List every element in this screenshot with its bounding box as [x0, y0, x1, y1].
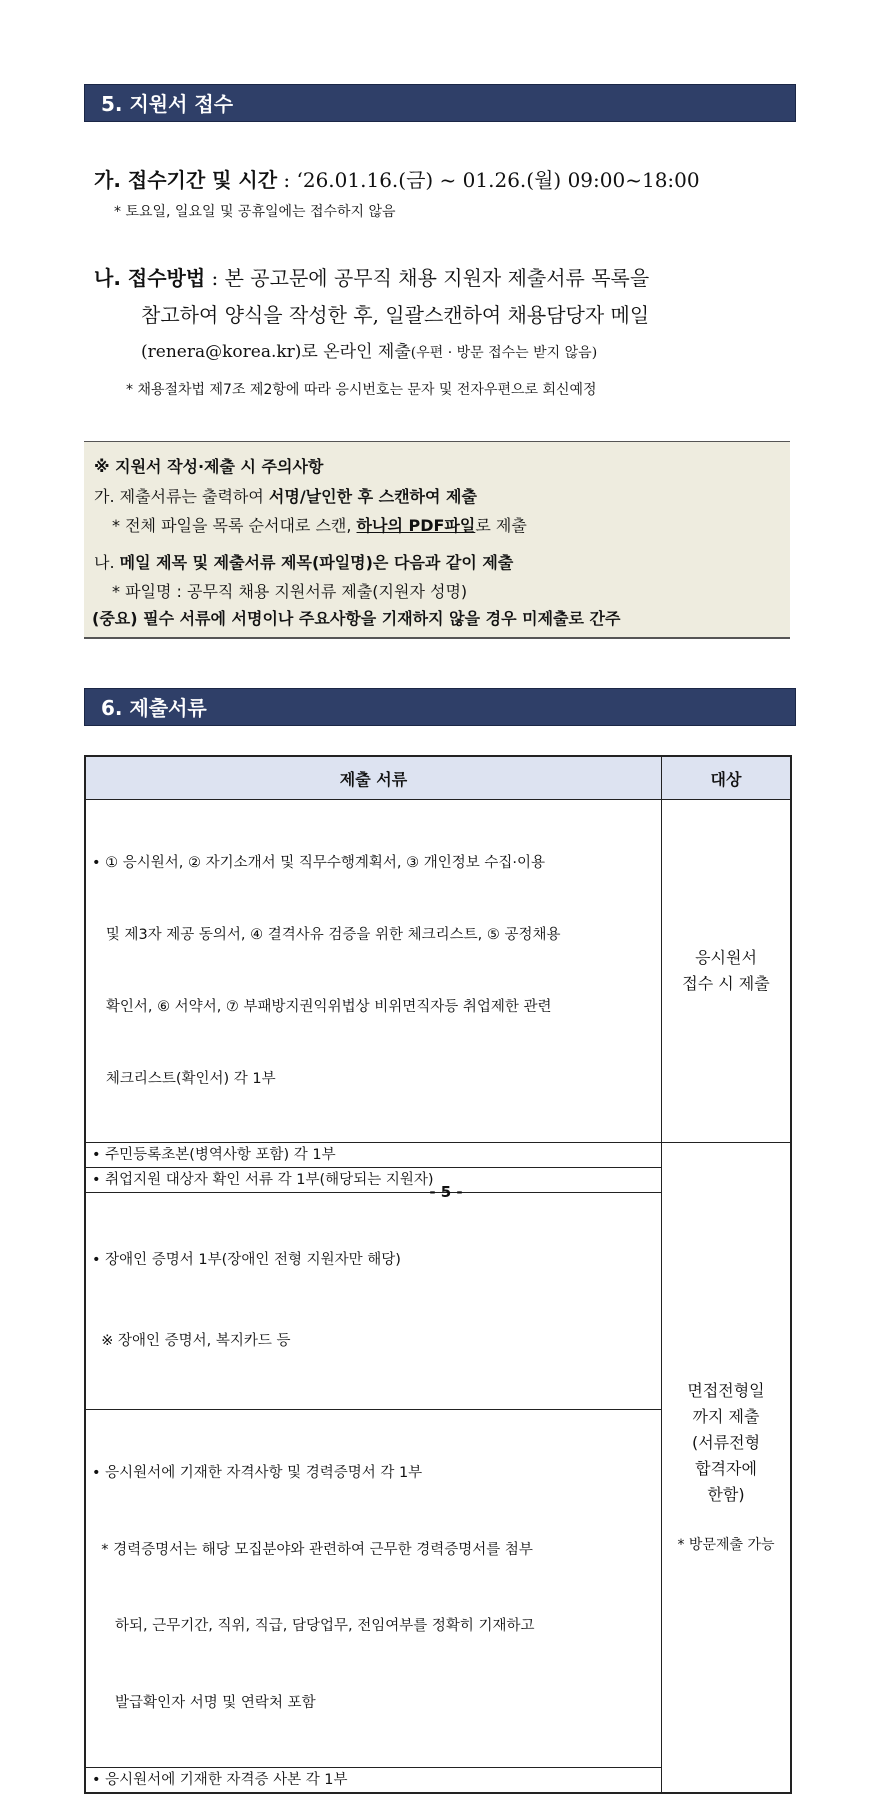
reception-method-line3	[141, 337, 597, 362]
table-row	[85, 800, 791, 1143]
section-6-header	[84, 688, 796, 726]
notice-important: (중요) 필수 서류에 서명이나 주요사항을 기재하지 않을 경우 미제출로 간주	[92, 609, 621, 628]
notice-box	[84, 441, 790, 639]
reception-method-text2: 참고하여 양식을 작성한 후, 일괄스캔하여 채용담당자 메일	[141, 303, 650, 327]
row6-docs-cell	[85, 1768, 662, 1794]
notice-item-b-bold: 메일 제목 및 제출서류 제목(파일명)은 다음과 같이 제출	[119, 553, 514, 572]
reception-method-note: * 채용절차법 제7조 제2항에 따라 응시번호는 문자 및 전자우편으로 회신예정	[126, 382, 597, 398]
column-header-target: 대상	[662, 756, 792, 800]
row4-docs-cell	[85, 1193, 662, 1410]
reception-method-label: 나. 접수방법	[94, 266, 206, 290]
reception-method-text1: : 본 공고문에 공무직 채용 지원자 제출서류 목록을	[205, 266, 650, 290]
target2-line: 면접전형일	[687, 1380, 765, 1400]
reception-method-text3: (renera@korea.kr)로 온라인 제출	[141, 342, 411, 362]
column-header-docs: 제출 서류	[85, 756, 662, 800]
table-row	[85, 1143, 791, 1168]
notice-title: ※ 지원서 작성·제출 시 주의사항	[94, 457, 324, 476]
row1-target-line: 접수 시 제출	[682, 974, 770, 993]
notice-item-a	[94, 484, 477, 507]
notice-item-b-prefix: 나.	[94, 553, 120, 572]
notice-item-a-note-suffix: 로 제출	[475, 516, 527, 535]
notice-item-a-note	[112, 513, 527, 536]
row1-target-line: 응시원서	[695, 948, 757, 967]
notice-item-b	[94, 550, 513, 573]
row5-line: * 경력증명서는 해당 모집분야와 관련하여 근무한 경력증명서를 첨부	[92, 1541, 533, 1558]
target2-line: (서류전형	[691, 1432, 761, 1452]
row5-line: 발급확인자 서명 및 연락처 포함	[92, 1694, 316, 1711]
row2-text: • 주민등록초본(병역사항 포함) 각 1부	[92, 1147, 336, 1163]
section-6-title: 6. 제출서류	[101, 696, 207, 720]
section-5-title: 5. 지원서 접수	[101, 92, 234, 116]
documents-table	[84, 755, 792, 1794]
target2-note: * 방문제출 가능	[677, 1536, 775, 1553]
row4-line: • 장애인 증명서 1부(장애인 전형 지원자만 해당)	[92, 1252, 401, 1268]
reception-period-value: : ‘26.01.16.(금) ~ 01.26.(월) 09:00~18:00	[277, 168, 700, 192]
row1-line: 및 제3자 제공 동의서, ④ 결격사유 검증을 위한 체크리스트, ⑤ 공정채용	[92, 927, 561, 943]
notice-item-a-prefix: 가. 제출서류는 출력하여	[94, 487, 269, 506]
target2-line: 한함)	[707, 1484, 745, 1504]
reception-method-text3-note: (우편 · 방문 접수는 받지 않음)	[410, 345, 598, 361]
notice-item-a-note-prefix: * 전체 파일을 목록 순서대로 스캔,	[112, 516, 357, 535]
row1-docs-cell	[85, 800, 662, 1143]
row5-line: • 응시원서에 기재한 자격사항 및 경력증명서 각 1부	[92, 1465, 423, 1481]
row5-docs-cell	[85, 1410, 662, 1768]
notice-item-a-bold: 서명/날인한 후 스캔하여 제출	[268, 487, 477, 506]
target2-line: 까지 제출	[692, 1406, 760, 1426]
row1-line: 체크리스트(확인서) 각 1부	[92, 1071, 276, 1087]
reception-method-line1	[94, 262, 649, 291]
row1-line: • ① 응시원서, ② 자기소개서 및 직무수행계획서, ③ 개인정보 수집·이용	[92, 855, 546, 871]
notice-item-b-note: * 파일명 : 공무직 채용 지원서류 제출(지원자 성명)	[112, 582, 468, 601]
row1-line: 확인서, ⑥ 서약서, ⑦ 부패방지권익위법상 비위면직자등 취업제한 관련	[92, 999, 552, 1015]
target2-line: 합격자에	[695, 1458, 757, 1478]
section-5-header	[84, 84, 796, 122]
row2-target-cell	[662, 1143, 792, 1794]
reception-period-label: 가. 접수기간 및 시간	[94, 168, 278, 192]
table-header-row	[85, 756, 791, 800]
page-number: - 5 -	[429, 1183, 463, 1201]
row3-text: • 취업지원 대상자 확인 서류 각 1부(해당되는 지원자)	[92, 1172, 434, 1188]
row1-target-cell	[662, 800, 792, 1143]
row6-text: • 응시원서에 기재한 자격증 사본 각 1부	[92, 1772, 348, 1788]
row5-line: 하되, 근무기간, 직위, 직급, 담당업무, 전임여부를 정확히 기재하고	[92, 1618, 535, 1634]
reception-period-line	[94, 164, 700, 193]
row4-line: ※ 장애인 증명서, 복지카드 등	[92, 1333, 291, 1349]
row2-docs-cell	[85, 1143, 662, 1168]
notice-item-a-note-underline: 하나의 PDF파일	[356, 516, 476, 535]
reception-period-note: * 토요일, 일요일 및 공휴일에는 접수하지 않음	[114, 204, 396, 220]
